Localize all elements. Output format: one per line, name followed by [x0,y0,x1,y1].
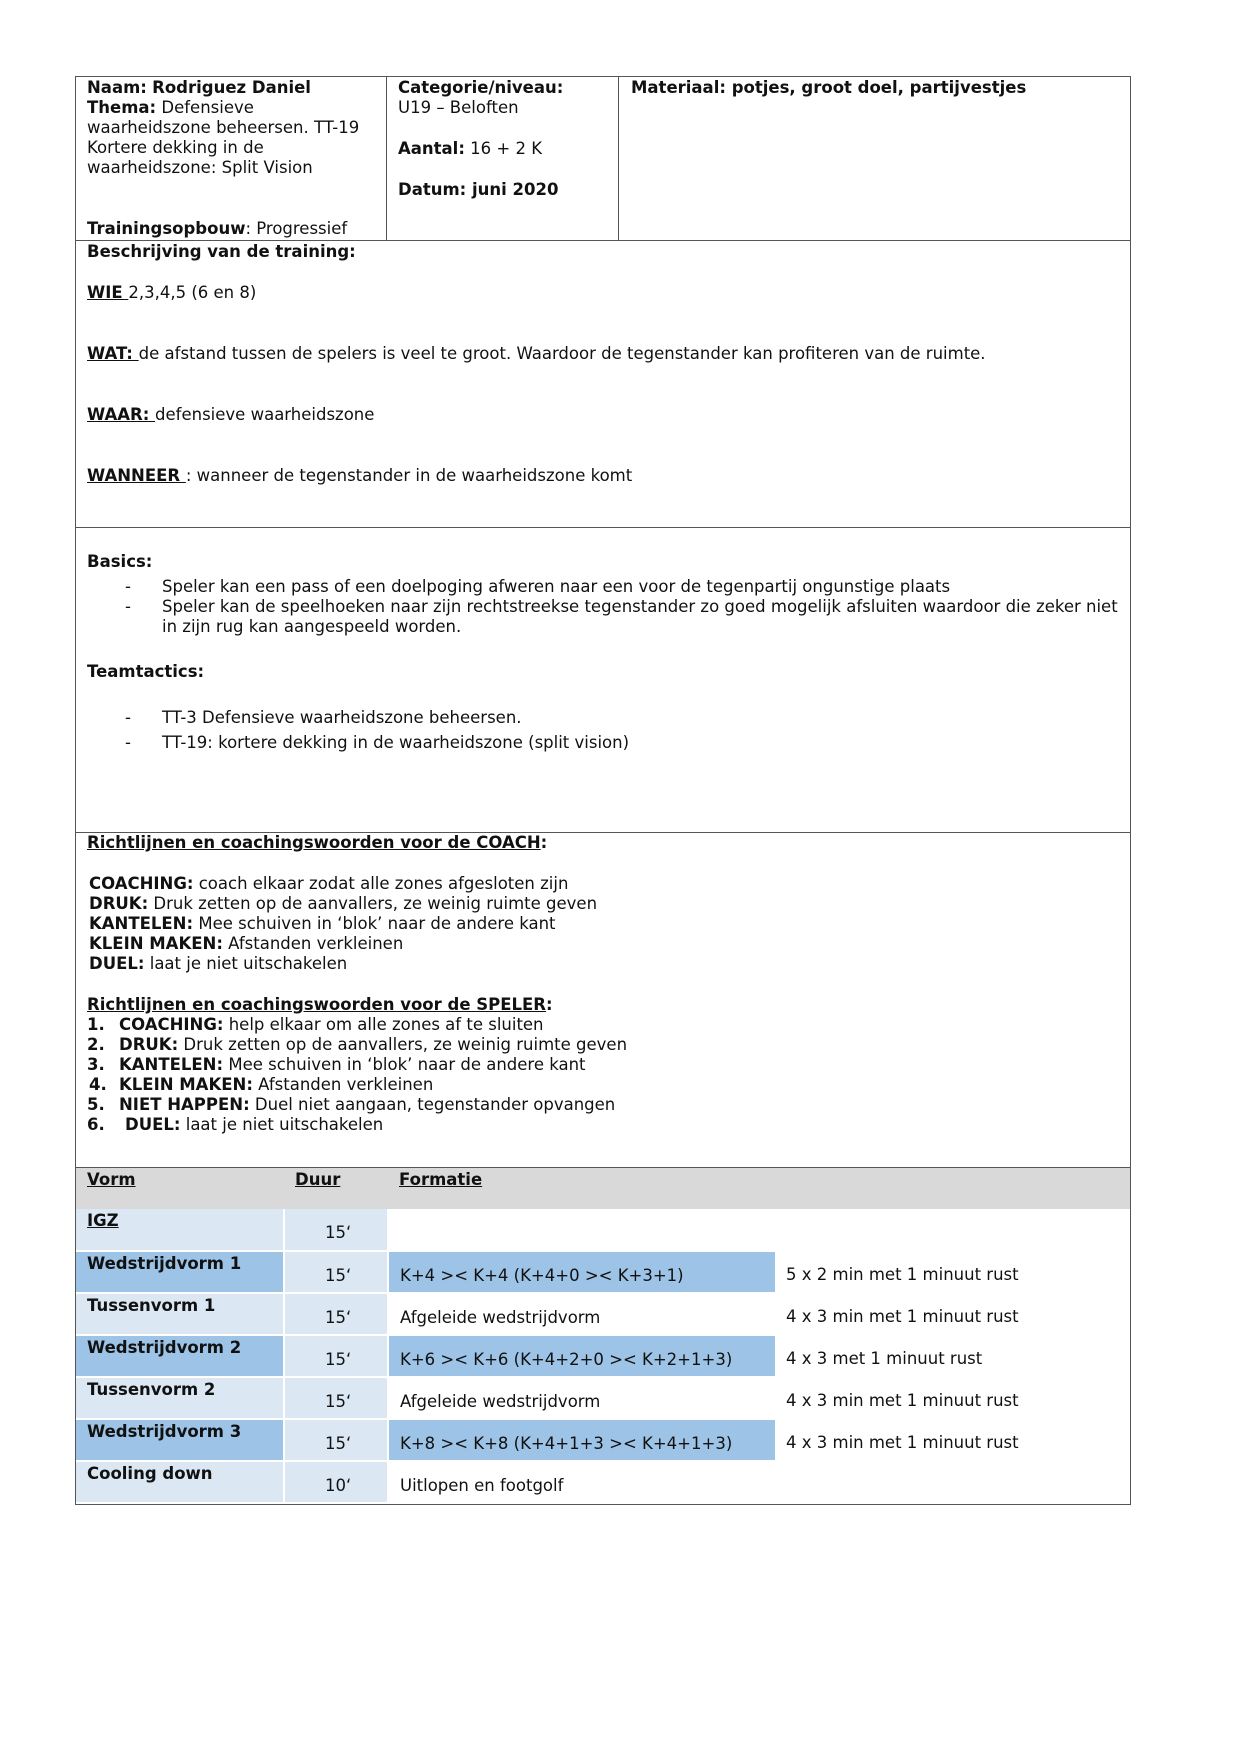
list-item: - Speler kan een pass of een doelpoging afweren naar een voor de tegenpartij ongunstige plaats [87,577,1119,597]
speler-item-text: Duel niet aangaan, tegenstander opvangen [249,1095,616,1114]
materiaal-text: Materiaal: potjes, groot doel, partijvestjes [631,78,1027,97]
list-item [89,954,1119,974]
rust-cell: 4 x 3 min met 1 minuut rust [786,1391,1019,1410]
table-row [76,1293,1130,1335]
column-header-duur: Duur [295,1170,341,1189]
speler-title: Richtlijnen en coachingswoorden voor de SPELER [87,995,547,1014]
list-item [87,1095,1119,1115]
vorm-cell: Wedstrijdvorm 3 [76,1419,284,1461]
coach-title-suffix: : [540,833,548,852]
duur-cell: 15‘ [284,1335,388,1377]
speler-item-label: KLEIN MAKEN: [119,1075,253,1094]
item-number: 1. [87,1015,105,1034]
speler-item-text: Druk zetten op de aanvallers, ze weinig ruimte geven [178,1035,628,1054]
datum-label: Datum: [398,180,467,199]
speler-item-label: NIET HAPPEN: [119,1095,250,1114]
aantal-value: 16 + 2 K [464,139,543,158]
list-item [89,894,1119,914]
rust-cell [775,1209,1130,1251]
duur-cell: 15‘ [284,1209,388,1251]
coach-title: Richtlijnen en coachingswoorden voor de COACH [87,833,541,852]
rust-cell [775,1461,1130,1503]
coach-item-text: coach elkaar zodat alle zones afgesloten zijn [193,874,569,893]
formatie-cell: K+4 >< K+4 (K+4+0 >< K+3+1) [388,1251,775,1293]
basics-section [76,528,1130,833]
coach-item-label: DRUK: [89,894,149,913]
column-header-blank [775,1168,1130,1209]
vorm-cell: Wedstrijdvorm 1 [76,1251,284,1293]
wie-value: 2,3,4,5 (6 en 8) [128,283,257,302]
speler-item-text: laat je niet uitschakelen [180,1115,384,1134]
header-player-cell [76,77,386,240]
header-material-cell [618,77,1130,240]
naam-label: Naam: [87,78,147,97]
waar-label: WAAR: [87,405,156,424]
aantal-label: Aantal: [398,139,465,158]
coach-item-label: COACHING: [89,874,194,893]
list-item [87,1075,1119,1095]
duur-cell: 15‘ [284,1377,388,1419]
speler-item-label: COACHING: [119,1015,224,1034]
speler-item-text: help elkaar om alle zones af te sluiten [223,1015,544,1034]
header-category-cell [386,77,618,240]
wat-label: WAT: [87,344,139,363]
table-row [76,1419,1130,1461]
rust-cell: 5 x 2 min met 1 minuut rust [786,1265,1019,1284]
description-title: Beschrijving van de training: [87,242,356,261]
thema-label: Thema: [87,98,157,117]
formatie-cell: K+6 >< K+6 (K+4+2+0 >< K+2+1+3) [388,1335,775,1377]
description-section [76,241,1130,528]
speler-list [87,1015,1119,1135]
list-item [87,1015,1119,1035]
table-header-row [76,1168,1130,1209]
list-item [87,1115,1119,1135]
speler-item-text: Mee schuiven in ‘blok’ naar de andere kant [223,1055,586,1074]
speler-item-text: Afstanden verkleinen [252,1075,434,1094]
basics-title: Basics: [87,552,153,571]
list-item: - TT-3 Defensieve waarheidszone beheersen. [87,708,1119,728]
table-row [76,1377,1130,1419]
list-item [87,1035,1119,1055]
vorm-cell: Tussenvorm 1 [76,1293,284,1335]
list-item [89,914,1119,934]
header-section [76,77,1130,241]
teamtactics-list [87,708,1119,753]
table-row [76,1461,1130,1503]
coach-item-text: Afstanden verkleinen [222,934,404,953]
coach-item-label: KLEIN MAKEN: [89,934,223,953]
schedule-section [76,1168,1130,1504]
column-header-formatie: Formatie [399,1170,483,1189]
rust-cell: 4 x 3 min met 1 minuut rust [786,1433,1019,1452]
formatie-cell: K+8 >< K+8 (K+4+1+3 >< K+4+1+3) [388,1419,775,1461]
list-item [89,874,1119,894]
categorie-value: U19 – Beloften [398,98,519,117]
opbouw-value: : Progressief [245,219,348,238]
item-number: 5. [87,1095,105,1114]
list-item: - TT-19: kortere dekking in de waarheidszone (split vision) [87,733,1119,753]
coach-list [87,874,1119,974]
opbouw-label: Trainingsopbouw [87,219,246,238]
rust-cell: 4 x 3 min met 1 minuut rust [786,1307,1019,1326]
speler-item-label: DUEL: [125,1115,181,1134]
formatie-cell: Uitlopen en footgolf [388,1461,775,1503]
item-number: 3. [87,1055,105,1074]
coach-item-label: KANTELEN: [89,914,194,933]
table-row [76,1209,1130,1251]
vorm-cell: IGZ [76,1209,284,1251]
column-header-vorm: Vorm [87,1170,136,1189]
list-item [89,934,1119,954]
datum-value: juni 2020 [466,180,559,199]
coaching-section [76,833,1130,1168]
thema-value: Defensieve waarheidszone beheersen. TT-19 Kortere dekking in de waarheidszone: Split Vision [87,98,360,177]
schedule-table [76,1168,1130,1504]
duur-cell: 15‘ [284,1293,388,1335]
speler-title-suffix: : [546,995,553,1014]
list-item: - Speler kan de speelhoeken naar zijn rechtstreekse tegenstander zo goed mogelijk afsluiten waardoor die zeker niet in zijn rug kan aangespeeld worden. [87,597,1119,637]
speler-item-label: DRUK: [119,1035,179,1054]
table-row [76,1251,1130,1293]
wanneer-label: WANNEER [87,466,186,485]
duur-cell: 15‘ [284,1419,388,1461]
vorm-cell: Tussenvorm 2 [76,1377,284,1419]
coach-item-text: laat je niet uitschakelen [144,954,348,973]
naam-value: Rodriguez Daniel [152,78,311,97]
formatie-cell [388,1209,775,1251]
coach-item-label: DUEL: [89,954,145,973]
vorm-cell: Wedstrijdvorm 2 [76,1335,284,1377]
duur-cell: 15‘ [284,1251,388,1293]
duur-cell: 10‘ [284,1461,388,1503]
basics-list [87,577,1119,637]
speler-item-label: KANTELEN: [119,1055,224,1074]
rust-cell: 4 x 3 met 1 minuut rust [786,1349,983,1368]
item-number: 2. [87,1035,105,1054]
formatie-cell: Afgeleide wedstrijdvorm [388,1293,775,1335]
wat-value: de afstand tussen de spelers is veel te groot. Waardoor de tegenstander kan profiteren van de ruimte. [138,344,986,363]
teamtactics-title: Teamtactics: [87,662,205,681]
waar-value: defensieve waarheidszone [155,405,375,424]
item-number: 4. [89,1075,107,1094]
list-item [87,1055,1119,1075]
vorm-cell: Cooling down [76,1461,284,1503]
table-row [76,1335,1130,1377]
wie-label: WIE [87,283,129,302]
coach-item-text: Druk zetten op de aanvallers, ze weinig ruimte geven [148,894,598,913]
wanneer-value: : wanneer de tegenstander in de waarheidszone komt [185,466,633,485]
categorie-label: Categorie/niveau: [398,78,564,97]
item-number: 6. [87,1115,105,1134]
coach-item-text: Mee schuiven in ‘blok’ naar de andere kant [193,914,556,933]
training-sheet [75,76,1131,1505]
formatie-cell: Afgeleide wedstrijdvorm [388,1377,775,1419]
